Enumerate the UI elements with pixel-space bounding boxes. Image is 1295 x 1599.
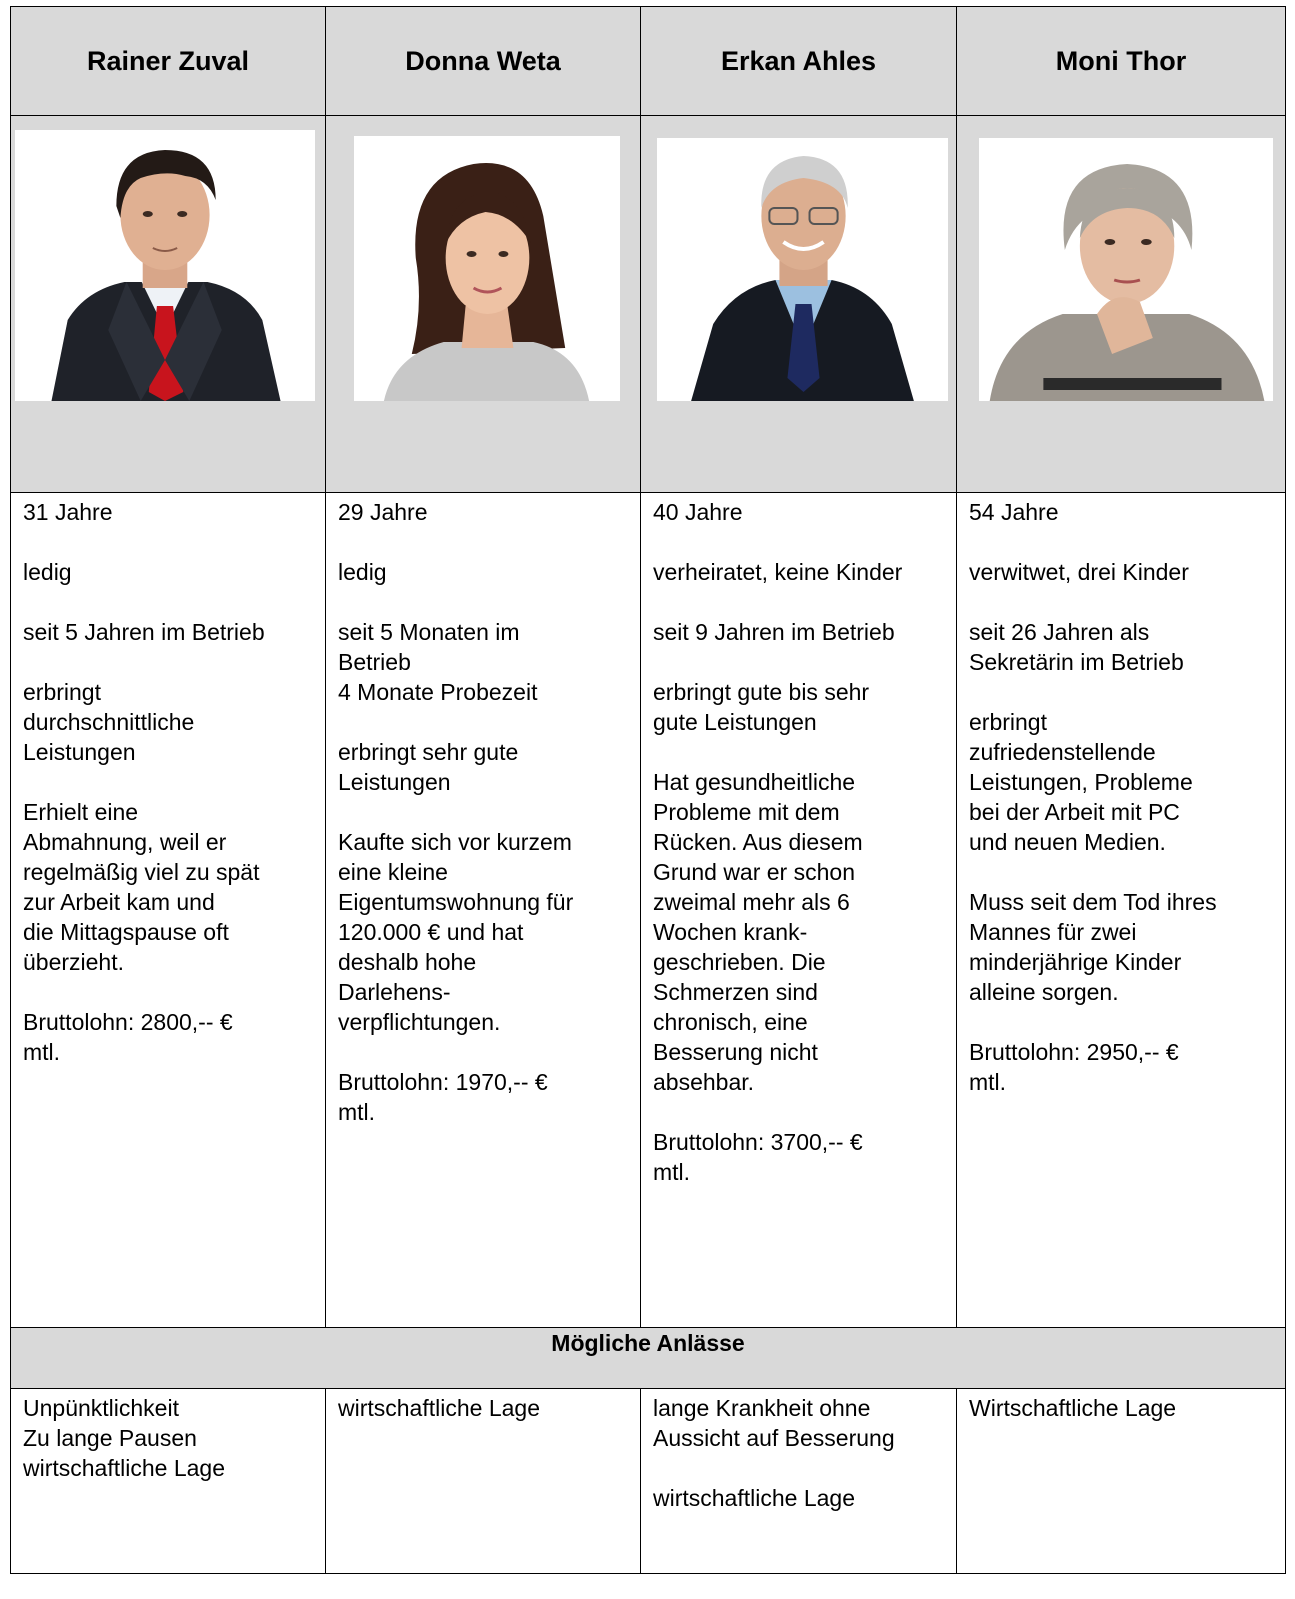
text-line: erbringt: [23, 679, 101, 705]
name-header-row: [11, 7, 1286, 116]
text-line: zufriedenstellende: [969, 739, 1156, 765]
employee-comparison-table: [10, 6, 1286, 1574]
text-line: die Mittagspause oft: [23, 919, 229, 945]
portrait-woman-grey-hair-icon: [979, 138, 1273, 401]
detail-paragraph: [23, 797, 321, 977]
section-header-row: [11, 1328, 1286, 1389]
text-line: Bruttolohn: 2950,-- €: [969, 1039, 1179, 1065]
detail-paragraph: [338, 1067, 636, 1127]
text-line: mtl.: [23, 1039, 61, 1065]
text-line: Leistungen: [338, 769, 451, 795]
reason-paragraph: [653, 1393, 952, 1453]
photo-cell: [11, 116, 326, 493]
photo-cell: [641, 116, 957, 493]
text-line: chronisch, eine: [653, 1009, 808, 1035]
text-line: Hat gesundheitliche: [653, 769, 856, 795]
text-line: Probleme mit dem: [653, 799, 840, 825]
text-line: absehbar.: [653, 1069, 755, 1095]
text-line: verpflichtungen.: [338, 1009, 501, 1035]
text-line: Unpünktlichkeit: [23, 1395, 179, 1421]
text-line: regelmäßig viel zu spät: [23, 859, 260, 885]
text-line: Wirtschaftliche Lage: [969, 1395, 1177, 1421]
reason-paragraph: [969, 1393, 1281, 1423]
text-line: Wochen krank-: [653, 919, 808, 945]
text-line: eine kleine: [338, 859, 448, 885]
text-line: erbringt sehr gute: [338, 739, 519, 765]
details-cell: [11, 493, 326, 1328]
detail-paragraph: [653, 1127, 952, 1187]
text-line: Abmahnung, weil er: [23, 829, 227, 855]
portrait-man-grey-hair-glasses-icon: [657, 138, 948, 401]
text-line: verwitwet, drei Kinder: [969, 559, 1189, 585]
name-header: Donna Weta: [326, 7, 641, 116]
detail-paragraph: [969, 1037, 1281, 1097]
detail-paragraph: [23, 557, 321, 587]
detail-paragraph: [23, 497, 321, 527]
name-header: Moni Thor: [957, 7, 1286, 116]
text-line: 4 Monate Probezeit: [338, 679, 538, 705]
details-row: [11, 493, 1286, 1328]
reason-paragraph: [338, 1393, 636, 1423]
details-cell: [326, 493, 641, 1328]
detail-paragraph: [338, 827, 636, 1037]
reasons-row: [11, 1389, 1286, 1574]
text-line: wirtschaftliche Lage: [653, 1485, 855, 1511]
text-line: seit 5 Monaten im: [338, 619, 520, 645]
photo-cell: [326, 116, 641, 493]
text-line: gute Leistungen: [653, 709, 817, 735]
text-line: wirtschaftliche Lage: [23, 1455, 225, 1481]
text-line: Erhielt eine: [23, 799, 139, 825]
details-cell: [641, 493, 957, 1328]
text-line: erbringt gute bis sehr: [653, 679, 870, 705]
section-title: Mögliche Anlässe: [11, 1328, 1286, 1389]
text-line: lange Krankheit ohne: [653, 1395, 871, 1421]
detail-paragraph: [23, 677, 321, 767]
text-line: Besserung nicht: [653, 1039, 818, 1065]
text-line: seit 26 Jahren als: [969, 619, 1150, 645]
text-line: Muss seit dem Tod ihres: [969, 889, 1217, 915]
text-line: 40 Jahre: [653, 499, 743, 525]
reasons-cell: [641, 1389, 957, 1574]
name-header: Rainer Zuval: [11, 7, 326, 116]
detail-paragraph: [969, 707, 1281, 857]
reasons-cell: [11, 1389, 326, 1574]
detail-paragraph: [338, 617, 636, 707]
text-line: Zu lange Pausen: [23, 1425, 197, 1451]
text-line: erbringt: [969, 709, 1047, 735]
text-line: Sekretärin im Betrieb: [969, 649, 1184, 675]
detail-paragraph: [969, 617, 1281, 677]
text-line: seit 9 Jahren im Betrieb: [653, 619, 895, 645]
reason-paragraph: [23, 1393, 321, 1483]
text-line: Aussicht auf Besserung: [653, 1425, 895, 1451]
details-cell: [957, 493, 1286, 1328]
text-line: durchschnittliche: [23, 709, 195, 735]
text-line: Schmerzen sind: [653, 979, 818, 1005]
detail-paragraph: [338, 737, 636, 797]
text-line: Leistungen: [23, 739, 136, 765]
text-line: 120.000 € und hat: [338, 919, 524, 945]
text-line: überzieht.: [23, 949, 125, 975]
text-line: Eigentumswohnung für: [338, 889, 574, 915]
detail-paragraph: [969, 887, 1281, 1007]
text-line: Betrieb: [338, 649, 411, 675]
text-line: mtl.: [653, 1159, 691, 1185]
text-line: alleine sorgen.: [969, 979, 1119, 1005]
detail-paragraph: [338, 557, 636, 587]
text-line: 29 Jahre: [338, 499, 428, 525]
text-line: mtl.: [969, 1069, 1007, 1095]
text-line: ledig: [338, 559, 387, 585]
text-line: Bruttolohn: 2800,-- €: [23, 1009, 233, 1035]
text-line: Rücken. Aus diesem: [653, 829, 863, 855]
text-line: zur Arbeit kam und: [23, 889, 215, 915]
reason-paragraph: [653, 1483, 952, 1513]
text-line: 31 Jahre: [23, 499, 113, 525]
detail-paragraph: [653, 767, 952, 1097]
detail-paragraph: [653, 557, 952, 587]
reasons-cell: [957, 1389, 1286, 1574]
name-header: Erkan Ahles: [641, 7, 957, 116]
portrait-man-dark-hair-red-tie-icon: [15, 130, 315, 401]
text-line: zweimal mehr als 6: [653, 889, 850, 915]
text-line: ledig: [23, 559, 72, 585]
detail-paragraph: [969, 497, 1281, 527]
photo-row: [11, 116, 1286, 493]
text-line: wirtschaftliche Lage: [338, 1395, 540, 1421]
text-line: mtl.: [338, 1099, 376, 1125]
detail-paragraph: [653, 677, 952, 737]
text-line: bei der Arbeit mit PC: [969, 799, 1180, 825]
text-line: 54 Jahre: [969, 499, 1059, 525]
text-line: Bruttolohn: 1970,-- €: [338, 1069, 548, 1095]
text-line: geschrieben. Die: [653, 949, 826, 975]
text-line: Kaufte sich vor kurzem: [338, 829, 572, 855]
photo-cell: [957, 116, 1286, 493]
text-line: Leistungen, Probleme: [969, 769, 1193, 795]
text-line: und neuen Medien.: [969, 829, 1166, 855]
text-line: deshalb hohe: [338, 949, 477, 975]
detail-paragraph: [23, 617, 321, 647]
text-line: seit 5 Jahren im Betrieb: [23, 619, 265, 645]
text-line: Mannes für zwei: [969, 919, 1137, 945]
detail-paragraph: [969, 557, 1281, 587]
text-line: minderjährige Kinder: [969, 949, 1182, 975]
text-line: verheiratet, keine Kinder: [653, 559, 903, 585]
text-line: Grund war er schon: [653, 859, 855, 885]
text-line: Bruttolohn: 3700,-- €: [653, 1129, 863, 1155]
portrait-woman-dark-hair-icon: [354, 136, 620, 401]
detail-paragraph: [338, 497, 636, 527]
text-line: Darlehens-: [338, 979, 451, 1005]
detail-paragraph: [23, 1007, 321, 1067]
reasons-cell: [326, 1389, 641, 1574]
detail-paragraph: [653, 617, 952, 647]
detail-paragraph: [653, 497, 952, 527]
